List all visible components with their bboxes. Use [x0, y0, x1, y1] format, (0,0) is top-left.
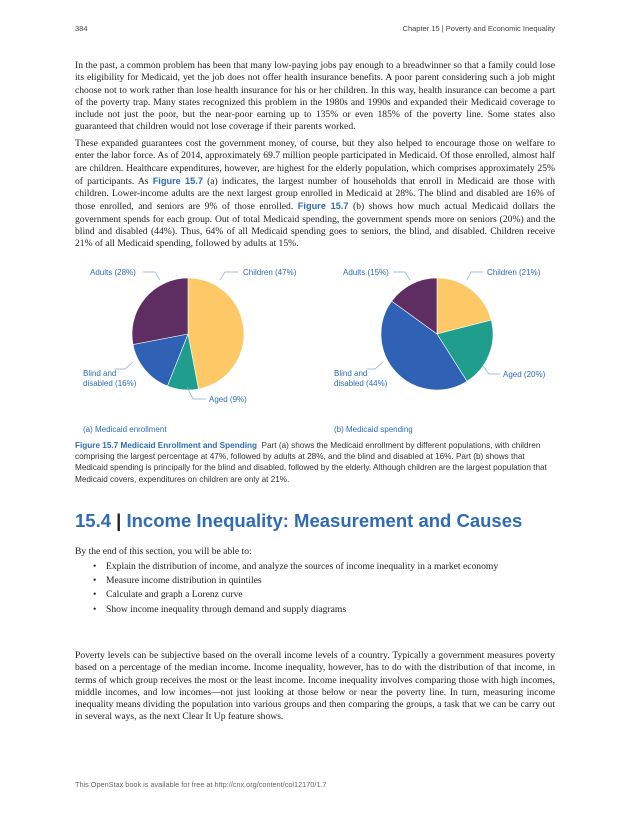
- running-header: Chapter 15 | Poverty and Economic Inequality: [402, 24, 555, 33]
- leader-blind-a: [115, 362, 133, 369]
- leader-aged-b: [483, 366, 500, 374]
- caption-text: Part (a) shows the Medicaid enrollment by different populations, with children comprising the largest percentage at 47%, followed by adults at 28%, and the blind and disabled at 16%. Part (b) shows that Medicaid spending is principally for the blind and disabled, followed by the elderly. Although children are the largest population that Medicaid covers, expenditures on children are only at 21%.: [75, 441, 547, 484]
- section-heading: [75, 510, 522, 532]
- paragraph-2-text-a: These expanded guarantees cost the government money, of course, but they also helped to encourage those on welfare to enter the labor force. As of 2014, approximately 69.7 million people participated in Medicaid. Of those enrolled, almost half are children. Healthcare expenditures, however, are highest for the elderly population, which comprises approximately 25% of participants. As: [75, 138, 555, 187]
- learning-objectives-intro: By the end of this section, you will be able to:: [75, 546, 252, 557]
- section-separator: |: [116, 510, 122, 531]
- caption-label: Figure 15.7 Medicaid Enrollment and Spending: [75, 441, 257, 450]
- label-blind-b-line1: Blind and: [334, 369, 368, 378]
- slice-adults: [132, 278, 188, 344]
- label-adults-a: Adults (28%): [90, 268, 136, 277]
- chart-a-title: (a) Medicaid enrollment: [83, 425, 167, 434]
- figure-reference-link[interactable]: Figure 15.7: [152, 175, 203, 186]
- leader-children-a: [220, 272, 238, 280]
- paragraph-2-text-c: (b) shows how much actual Medicaid dollars the government spends for each group. Out of total Medicaid spending, the government spends more on seniors (20%) and the blind and disabled (44%). Thus, 64% of all Medicaid spending goes to seniors, the blind, and disabled. Children receive 21% of all Medicaid spending, followed by adults at 15%.: [75, 201, 555, 250]
- label-adults-b: Adults (15%): [343, 268, 389, 277]
- figure-caption: [75, 440, 555, 485]
- label-children-b: Children (21%): [487, 268, 541, 277]
- page-footer: This OpenStax book is available for free at http://cnx.org/content/col12170/1.7: [75, 780, 327, 789]
- list-item: • Measure income distribution in quintiles: [92, 574, 512, 588]
- paragraph-2-text-b: (a) indicates, the largest number of households that enroll in Medicaid are those with children. Lower-income adults are the next largest group enrolled in Medicaid at 28%. The blind and disabled are 16% of those enrolled, and seniors are 9% of those enrolled.: [75, 175, 555, 213]
- paragraph-1: In the past, a common problem has been that many low-paying jobs pay enough to a breadwinner so that a family could lose its eligibility for Medicaid, yet the job does not offer health insurance benefits. A poor parent considering such a job might choose not to work rather than lose health insurance for his or her children. In this way, health insurance can become a part of the poverty trap. Many states recognized this problem in the 1980s and 1990s and expanded their Medicaid coverage to include not just the poor, but the near-poor earning up to 135% or even 185% of the poverty line. Some states also guaranteed that children would not lose coverage if their parents worked.: [75, 60, 555, 133]
- leader-children-b: [467, 272, 483, 280]
- label-blind-a-line2: disabled (16%): [83, 379, 137, 388]
- pie-chart-enrollment: [132, 278, 244, 390]
- section-title: Income Inequality: Measurement and Causes: [126, 510, 523, 531]
- leader-adults-a: [143, 272, 160, 280]
- leader-adults-b: [393, 272, 410, 280]
- leader-blind-b: [367, 362, 383, 369]
- label-blind-a-line1: Blind and: [83, 369, 117, 378]
- label-aged-a: Aged (9%): [209, 395, 247, 404]
- list-item: • Calculate and graph a Lorenz curve: [92, 588, 512, 602]
- list-item: • Explain the distribution of income, and analyze the sources of income inequality in a market economy: [92, 560, 512, 574]
- page-number: 384: [75, 24, 88, 33]
- learning-objectives-list: [92, 560, 512, 617]
- paragraph-3: Poverty levels can be subjective based on the overall income levels of a country. Typically a government measures poverty based on a percentage of the median income. Income inequality, however, has to do with the distribution of that income, in terms of which group receives the most or the least income. Income inequality involves comparing those with high incomes, middle incomes, and low incomes—not just looking at those below or near the poverty line. In turn, measuring income inequality means dividing the population into various groups and then comparing the groups, a task that we can be carry out in several ways, as the next Clear It Up feature shows.: [75, 650, 555, 723]
- list-item: • Show income inequality through demand and supply diagrams: [92, 603, 512, 617]
- pie-charts: [75, 262, 555, 437]
- chart-b-title: (b) Medicaid spending: [334, 425, 413, 434]
- figure-15-7: [75, 262, 555, 437]
- label-blind-b-line2: disabled (44%): [334, 379, 388, 388]
- label-children-a: Children (47%): [243, 268, 297, 277]
- section-number: 15.4: [75, 510, 112, 531]
- slice-children: [188, 278, 244, 389]
- label-aged-b: Aged (20%): [503, 370, 546, 379]
- figure-reference-link[interactable]: Figure 15.7: [297, 201, 349, 212]
- paragraph-2: [75, 138, 555, 251]
- pie-chart-spending: [381, 278, 493, 390]
